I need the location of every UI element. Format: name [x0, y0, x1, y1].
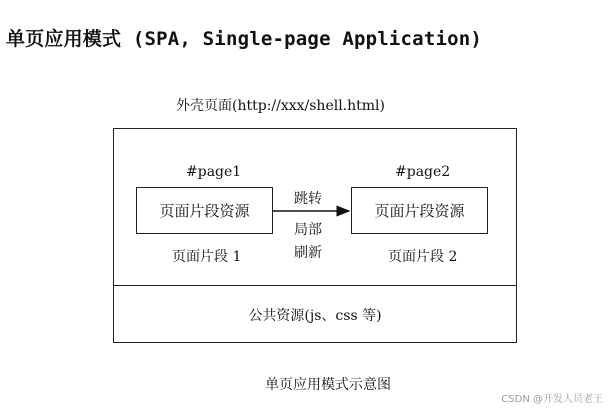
watermark: CSDN @开发人员老王 [501, 394, 603, 405]
page2-fragment-text: 页面片段资源 [374, 202, 465, 220]
refresh-label: 刷新 [294, 245, 322, 261]
diagram-caption: 单页应用模式示意图 [265, 377, 391, 393]
diagram-title: 单页应用模式 (SPA, Single-page Application) [6, 28, 483, 50]
page2-id: #page2 [395, 164, 451, 180]
page1-fragment-text: 页面片段资源 [159, 202, 250, 220]
page2-fragment-label: 页面片段 2 [388, 249, 458, 265]
page1-id: #page1 [186, 164, 242, 180]
common-resources-label: 公共资源(js、css 等) [248, 308, 382, 324]
shell-page-label: 外壳页面(http://xxx/shell.html) [176, 98, 385, 114]
local-label: 局部 [294, 222, 322, 238]
jump-label: 跳转 [294, 191, 322, 207]
page1-fragment-label: 页面片段 1 [172, 249, 242, 265]
